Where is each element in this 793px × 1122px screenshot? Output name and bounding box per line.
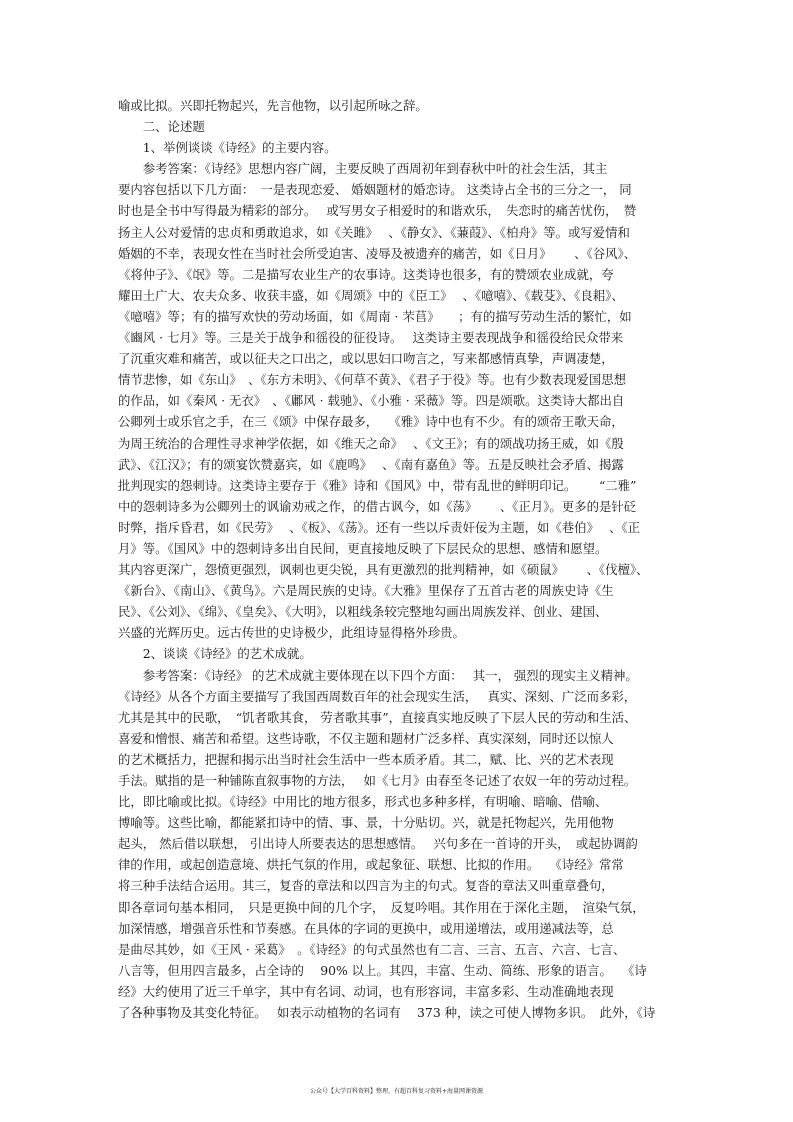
text-line: 的艺术概括力，把握和揭示出当时社会生活中一些本质矛盾。其二，赋、比、兴的艺术表现 xyxy=(118,751,614,767)
text-line: 2、谈谈《诗经》的艺术成就。 xyxy=(118,646,312,662)
text-line: 了沉重灾难和痛苦，或以征夫之口出之，或以思妇口吻言之，写来都感情真挚，声调凄楚， xyxy=(118,351,614,367)
text-line: 手法。赋指的是一种铺陈直叙事物的方法， 如《七月》由春至冬记述了农奴一年的劳动过程。 xyxy=(118,773,637,788)
text-line: 为周王统治的合理性寻求神学依据，如《维天之命》 、《文王》；有的颂战功扬王威，如《殷 xyxy=(118,435,624,451)
text-line: 八言等，但用四言最多，占全诗的 90% 以上。其四，丰富、生动、简练、形象的语言。 《诗 xyxy=(118,962,647,978)
text-line: 参考答案：《诗经》 的艺术成就主要体现在以下四个方面： 其一， 强烈的现实主义精神。 xyxy=(118,667,638,683)
text-line: 其内容更深广，怨愤更强烈，讽刺也更尖锐，具有更激烈的批判精神，如《硕鼠》 、《伐檀》、 xyxy=(118,562,649,578)
text-line: 耀田土广大、农夫众多、收获丰盛，如《周颂》中的《臣工》 、《噫嘻》、《载芟》、《良耜》、 xyxy=(118,287,624,303)
text-line: 喜爱和憎恨、痛苦和希望。这些诗歌，不仅主题和题材广泛多样、真实深刻，同时还以惊人 xyxy=(118,730,614,746)
text-line: 比，即比喻或比拟。《诗经》中用比的地方很多，形式也多种多样，有明喻、暗喻、借喻、 xyxy=(118,794,608,810)
text-line: 《噫嘻》等；有的描写欢快的劳动场面，如《周南 · 芣苢》 ；有的描写劳动生活的繁忙，如 xyxy=(118,308,632,324)
text-line: 婚姻的不幸，表现女性在当时社会所受迫害、凌辱及被遗弃的痛苦，如《日月》 、《谷风》、 xyxy=(118,245,637,261)
text-line: 二、论述题 xyxy=(118,119,205,135)
document-body xyxy=(118,95,673,1023)
text-line: 加深情感，增强音乐性和节奏感。在具体的字词的更换中，或用递增法，或用递减法等，总 xyxy=(118,920,614,936)
text-line: 武》、《江汉》；有的颂宴饮赞嘉宾，如《鹿鸣》 、《南有嘉鱼》等。五是反映社会矛盾、揭露 xyxy=(118,456,624,472)
text-line: 1、举例谈谈《诗经》的主要内容。 xyxy=(118,140,337,156)
text-line: 的作品，如《秦风 · 无衣》 、《鄘风 · 载驰》、《小雅 · 采薇》等。四是颂歌。这类诗大都出自 xyxy=(118,393,625,409)
text-line: 将三种手法结合运用。其三，复沓的章法和以四言为主的句式。复沓的章法又叫重章叠句， xyxy=(118,878,614,894)
footer-note: 公众号【大学百科资料】整理，有超百科复习资料+海量网课资源 xyxy=(309,1088,484,1095)
text-line: 博喻等。这些比喻，都能紧扣诗中的情、事、景，十分贴切。兴，就是托物起兴，先用他物 xyxy=(118,815,614,831)
text-line: 《将仲子》、《氓》等。二是描写农业生产的农事诗。这类诗也很多，有的赞颂农业成就，夸 xyxy=(118,266,614,282)
text-line: 即各章词句基本相同， 只是更换中间的几个字， 反复吟唱。其作用在于深化主题， 渲染气氛， xyxy=(118,899,645,915)
text-line: 尤其是其中的民歌， “饥者歌其食， 劳者歌其事”，直接真实地反映了下层人民的劳动和生活、 xyxy=(118,709,637,725)
text-line: 公卿列士或乐官之手，在三《颂》中保存最多， 《雅》诗中也有不少。有的颂帝王歌天命， xyxy=(118,414,624,430)
text-line: 了各种事物及其变化特征。 如表示动植物的名词有 373 种，读之可使人博物多识。 此外，《诗 xyxy=(118,1005,656,1021)
text-line: 律的作用，或起创造意境、烘托气氛的作用，或起象征、联想、比拟的作用。 《诗经》常常 xyxy=(118,857,624,873)
text-line: 中的怨刺诗多为公卿列士的讽谕劝戒之作，的借古讽今，如《荡》 、《正月》。更多的是针砭 xyxy=(118,498,637,514)
text-line: 《新台》、《南山》、《黄鸟》。六是周民族的史诗。《大雅》里保存了五首古老的周族史诗《生 xyxy=(118,583,614,599)
text-line: 喻或比拟。兴即托物起兴，先言他物，以引起所咏之辞。 xyxy=(118,98,428,113)
text-line: 情节悲惨，如《东山》 、《东方未明》、《何草不黄》、《君子于役》等。也有少数表现爱国思想 xyxy=(118,372,626,388)
text-line: 《豳风 · 七月》等。三是关于战争和徭役的征役诗。 这类诗主要表现战争和徭役给民众带来 xyxy=(118,330,624,346)
text-line: 经》大约使用了近三千单字，其中有名词、动词，也有形容词，丰富多彩、生动准确地表现 xyxy=(118,983,614,999)
text-line: 时也是全书中写得最为精彩的部分。 或写男女子相爱时的和谐欢乐， 失恋时的痛苦忧伤， 赞 xyxy=(118,203,637,219)
text-line: 要内容包括以下几方面： 一是表现恋爱、 婚姻题材的婚恋诗。 这类诗占全书的三分之一， 同 xyxy=(118,182,632,198)
text-line: 民》、《公刘》、《绵》、《皇矣》、《大明》，以粗线条较完整地勾画出周族发祥、创业、建国、 xyxy=(118,604,608,620)
text-line: 是曲尽其妙，如《王风 · 采葛》 。《诗经》的句式虽然也有二言、三言、五言、六言、七言、 xyxy=(118,941,626,957)
text-line: 月》等。《国风》中的怨刺诗多出自民间，更直接地反映了下层民众的思想、感情和愿望。 xyxy=(118,540,608,556)
text-line: 兴盛的光辉历史。远古传世的史诗极少，此组诗显得格外珍贵。 xyxy=(118,625,465,641)
text-line: 扬主人公对爱情的忠贞和勇敢追求，如《关雎》 、《静女》、《蒹葭》、《柏舟》等。或写爱情和 xyxy=(118,224,630,240)
text-line: 参考答案：《诗经》思想内容广阔，主要反映了西周初年到春秋中叶的社会生活，其主 xyxy=(118,161,608,177)
text-line: 时弊，指斥昏君，如《民劳》 、《板》、《荡》。还有一些以斥责奸佞为主题，如《巷伯》 、《正 xyxy=(118,519,641,535)
text-line: 批判现实的怨刺诗。这类诗主要存于《雅》诗和《国风》中，带有乱世的鲜明印记。 “二雅” xyxy=(118,477,637,493)
text-line: 《诗经》从各个方面主要描写了我国西周数百年的社会现实生活， 真实、深刻、广泛而多彩， xyxy=(118,688,637,704)
text-line: 起头， 然后借以联想， 引出诗人所要表达的思想感情。 兴句多在一首诗的开头， 或起协调韵 xyxy=(118,836,638,852)
